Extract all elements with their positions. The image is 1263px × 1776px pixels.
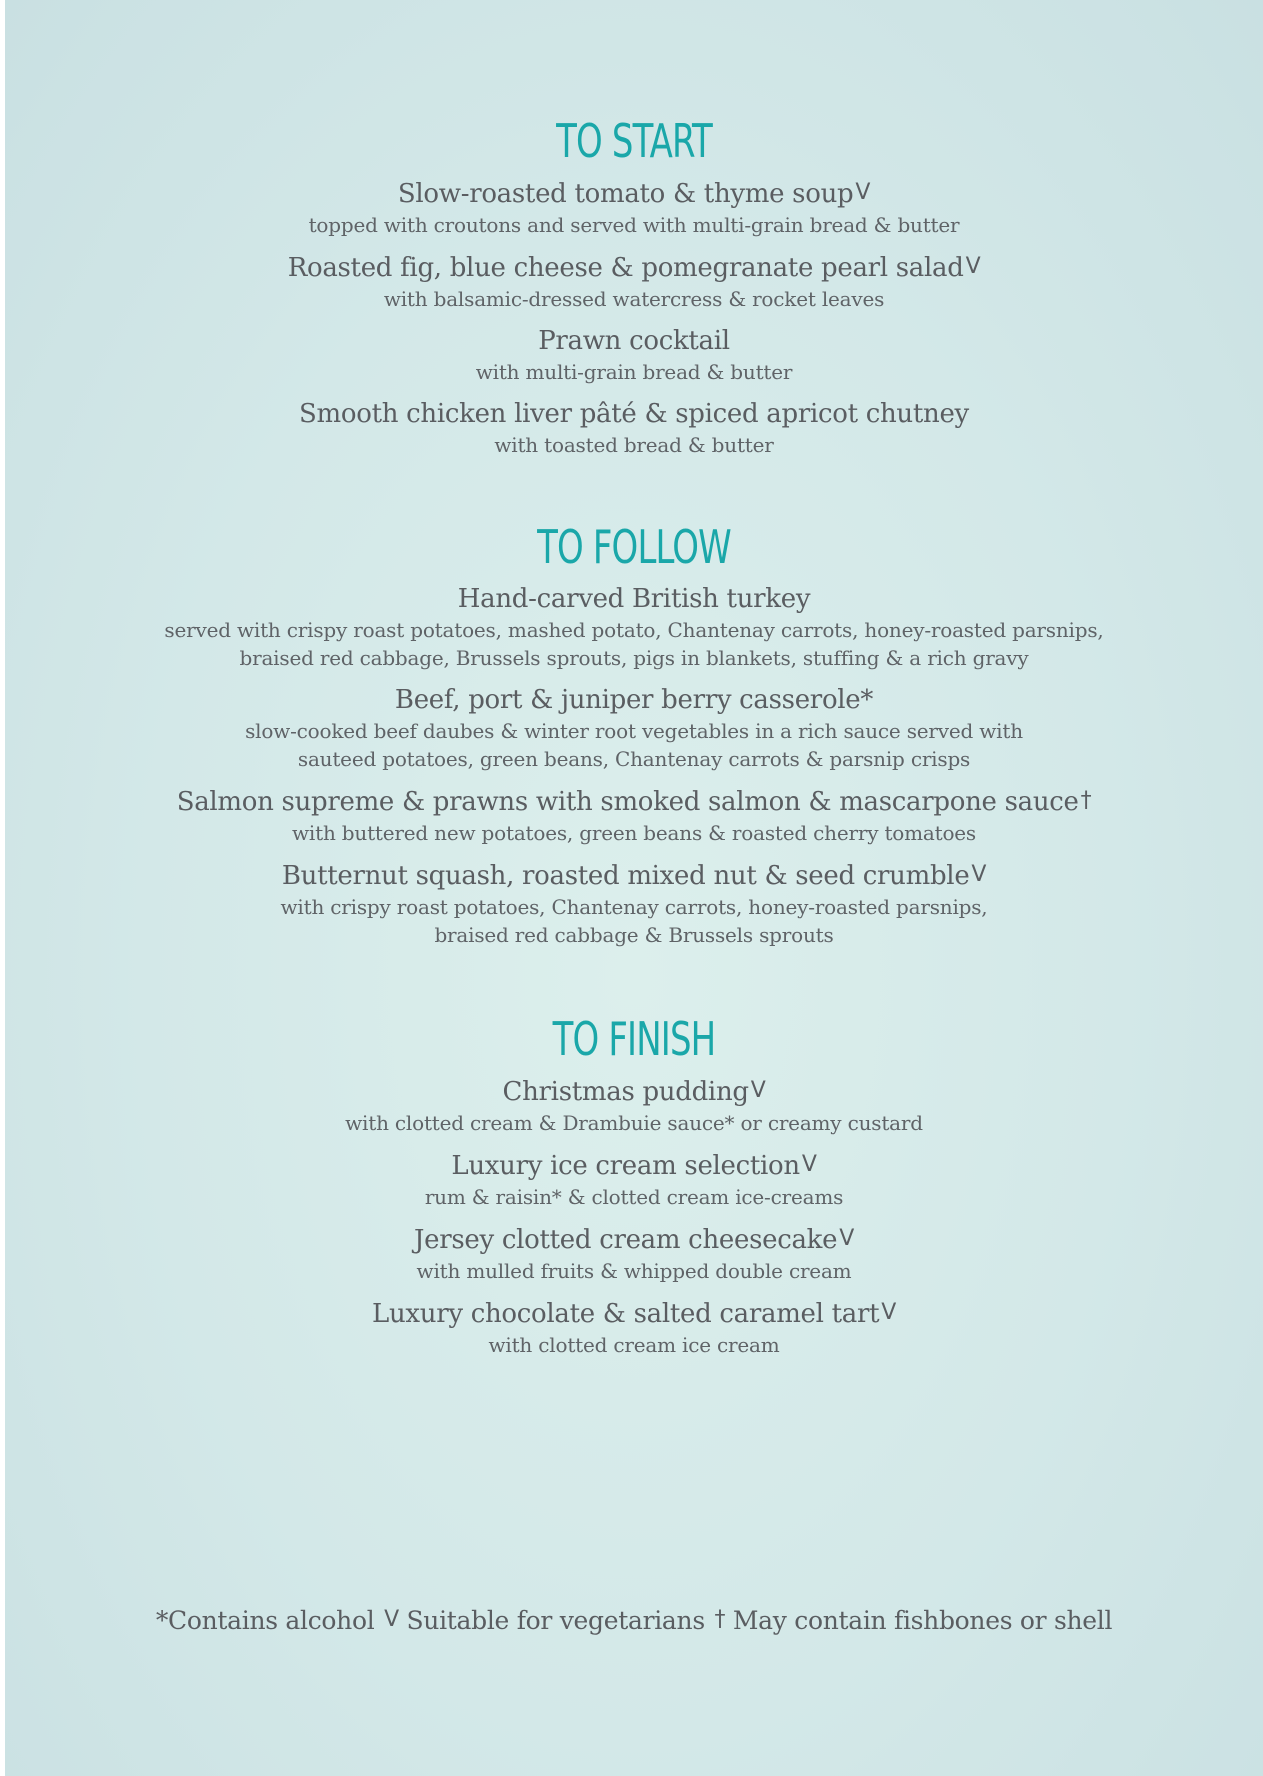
dish-description: slow-cooked beef daubes & winter root vegetables in a rich sauce served with [245,719,1023,743]
vegetarian-mark: V [965,254,981,279]
dish-name: Luxury ice cream selection [451,1151,800,1181]
dish-description: with balsamic-dressed watercress & rocket leaves [383,287,885,311]
dish-name: Hand-carved British turkey [457,584,811,614]
vegetarian-mark: V [750,1078,766,1103]
menu-item [5,397,1263,459]
dish-name: Prawn cocktail [538,326,730,356]
section-to-start [5,112,1263,470]
dish-description: topped with croutons and served with multi-grain bread & butter [308,213,960,237]
dish-description: with buttered new potatoes, green beans & roasted cherry tomatoes [292,821,976,845]
dish-name: Roasted fig, blue cheese & pomegranate pearl salad [287,253,964,283]
dish-description: rum & raisin* & clotted cream ice-creams [424,1185,844,1209]
menu-item [5,582,1263,672]
section-title: TO FINISH [552,1012,716,1066]
menu-item [5,250,1263,313]
dish-name: Smooth chicken liver pâté & spiced apricot chutney [299,399,969,429]
dish-name: Slow-roasted tomato & thyme soup [397,179,854,209]
dish-description: sauteed potatoes, green beans, Chantenay carrots & parsnip crisps [297,747,971,771]
vegetarian-mark: V [855,180,871,205]
dietary-legend [5,1602,1263,1639]
dish-description: with mulled fruits & whipped double cream [416,1259,852,1283]
menu-item [5,1148,1263,1211]
menu-item [5,858,1263,949]
dish-description: with clotted cream & Drambuie sauce* or creamy custard [345,1111,923,1135]
fishbone-mark: † [714,1607,726,1632]
menu-item [5,176,1263,239]
legend-alcohol: *Contains alcohol [155,1606,375,1635]
fishbone-mark: † [1080,788,1092,813]
menu-item [5,1296,1263,1359]
section-to-follow [5,518,1263,960]
vegetarian-mark: V [839,1226,854,1251]
dish-description: with crispy roast potatoes, Chantenay carrots, honey-roasted parsnips, [280,895,988,919]
section-title: TO FOLLOW [537,520,731,574]
dish-name: Jersey clotted cream cheesecake [414,1225,838,1255]
menu-item [5,683,1263,773]
dish-description: served with crispy roast potatoes, mashed potato, Chantenay carrots, honey-roasted parsnips, [164,618,1104,642]
dish-name: Beef, port & juniper berry casserole* [394,685,874,715]
menu-item [5,1074,1263,1137]
dish-description: with toasted bread & butter [494,433,774,457]
vegetarian-mark: V [971,862,987,887]
menu-item [5,1222,1263,1285]
menu-page [5,0,1263,1776]
vegetarian-mark: V [881,1300,896,1325]
legend-vegetarian: Suitable for vegetarians [406,1606,705,1635]
vegetarian-mark: V [384,1607,399,1632]
dish-name: Luxury chocolate & salted caramel tart [372,1299,880,1329]
dish-description: with clotted cream ice cream [488,1333,780,1357]
vegetarian-mark: V [801,1152,817,1177]
dish-name: Christmas pudding [502,1077,749,1107]
dish-name: Butternut squash, roasted mixed nut & seed crumble [281,861,970,891]
section-to-finish [5,1010,1263,1370]
dish-description: braised red cabbage & Brussels sprouts [434,923,834,947]
dish-name: Salmon supreme & prawns with smoked salmon & mascarpone sauce [176,787,1079,817]
menu-item [5,784,1263,847]
section-title: TO START [556,114,712,168]
menu-item [5,324,1263,386]
legend-fishbones: May contain fishbones or shell [732,1606,1113,1635]
dish-description: braised red cabbage, Brussels sprouts, pigs in blankets, stuffing & a rich gravy [239,646,1029,670]
dish-description: with multi-grain bread & butter [475,360,793,384]
